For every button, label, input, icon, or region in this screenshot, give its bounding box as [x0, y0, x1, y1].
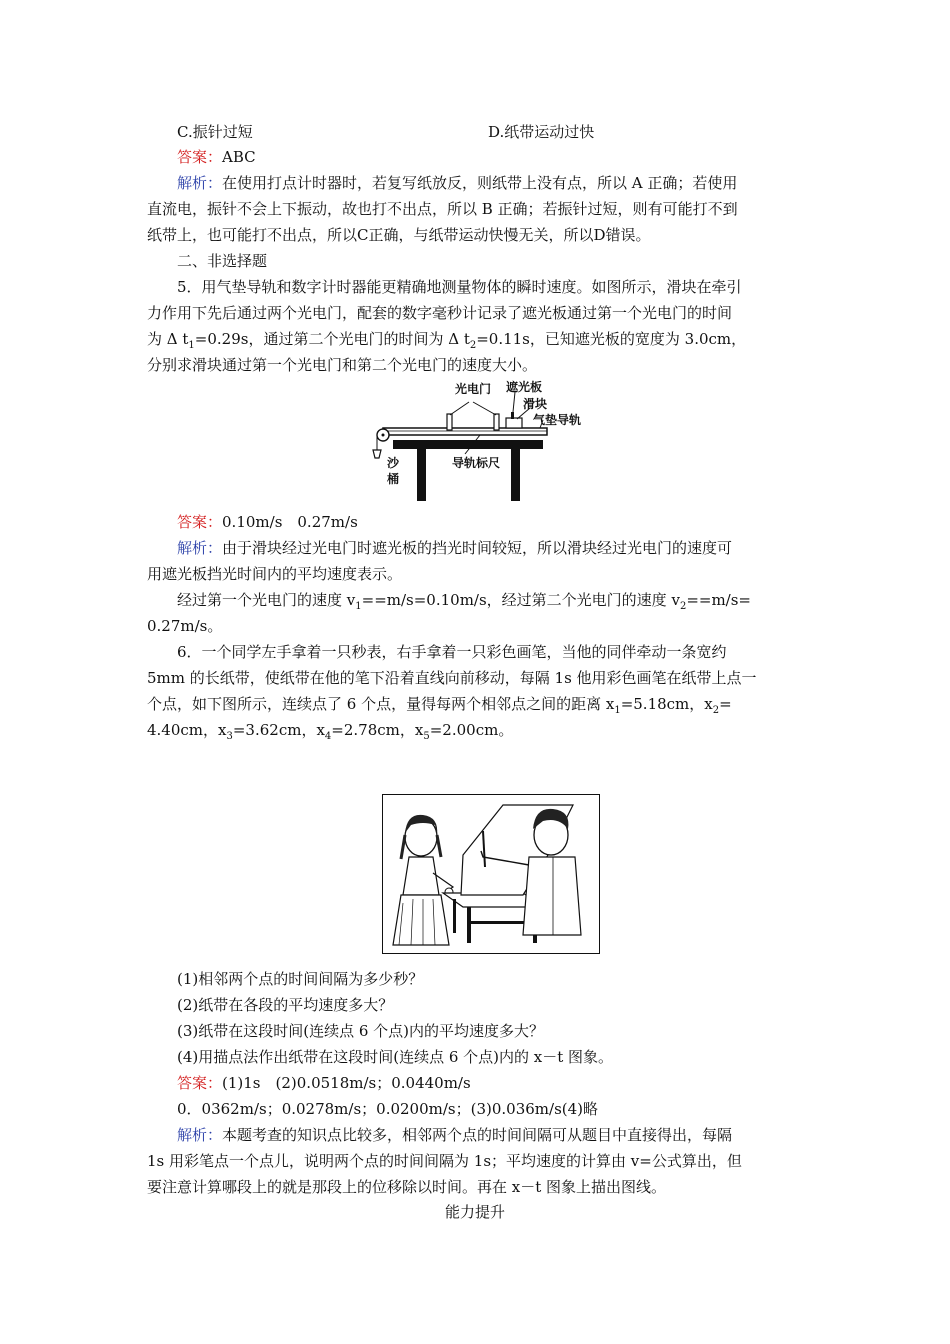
q4-analysis-line-1	[177, 172, 837, 194]
q5-sub-2: 2	[469, 340, 477, 351]
label-shade: 遮光板	[506, 380, 543, 394]
q5-answer: 0.10m/s 0.27m/s	[222, 513, 358, 531]
q5-calc-c: ==m/s=	[686, 591, 751, 609]
q6-text-4d: =2.00cm。	[429, 721, 514, 739]
q5-text-c: =0.11s，已知遮光板的宽度为 3.0cm，	[476, 330, 747, 348]
q5-text-b: =0.29s，通过第二个光电门的时间为 Δ t	[194, 330, 470, 348]
q6-sub-question-4: (4)用描点法作出纸带在这段时间(连续点 6 个点)内的 x－t 图象。	[177, 1048, 614, 1066]
q5-answer-line	[177, 511, 837, 533]
q5-text-a: 为 Δ t	[147, 330, 189, 348]
q5-sub-1: 1	[188, 340, 195, 351]
air-track-figure	[365, 378, 582, 503]
q6-text-3c: =	[719, 695, 732, 713]
q6-sub-4: 4	[324, 731, 332, 742]
q6-sub-2: 2	[712, 705, 720, 716]
q6-sub-question-2: (2)纸带在各段的平均速度多大？	[177, 996, 394, 1014]
q6-text-3b: =5.18cm，x	[620, 695, 713, 713]
students-illustration	[382, 794, 600, 954]
q6-analysis-line-2: 1s 用彩笔点一个点儿，说明两个点的时间间隔为 1s；平均速度的计算由 v=公式算出，但	[147, 1152, 742, 1170]
label-slider: 滑块	[523, 397, 548, 411]
q6-text-4c: =2.78cm，x	[331, 721, 424, 739]
q6-text-3: 个点，如下图所示，连续点了 6 个点，量得每两个相邻点之间的距离 x	[147, 695, 615, 713]
label-air-track: 气垫导轨	[533, 413, 582, 427]
q6-sub-3: 3	[226, 731, 233, 742]
q5-line-2: 力作用下先后通过两个光电门，配套的数字毫秒计记录了遮光板通过第一个光电门的时间	[147, 304, 733, 322]
label-track-scale: 导轨标尺	[452, 456, 501, 470]
q6-line-2: 5mm 的长纸带，使纸带在他的笔下沿着直线向前移动，每隔 1s 他用彩色画笔在纸带上点一	[147, 669, 757, 687]
label-photogate: 光电门	[455, 382, 492, 396]
q5-calc-b: ==m/s=0.10m/s，经过第二个光电门的速度 v	[361, 591, 680, 609]
analysis-label: 解析：	[177, 1126, 223, 1144]
q4-analysis-text-1: 在使用打点计时器时，若复写纸放反，则纸带上没有点，所以 A 正确；若使用	[222, 174, 738, 192]
q6-line-4	[147, 719, 807, 748]
q5-calc-a: 经过第一个光电门的速度 v	[177, 591, 356, 609]
q6-analysis-line-1	[177, 1124, 837, 1146]
q6-line-3	[147, 693, 807, 722]
section-heading-ability: 能力提升	[444, 1203, 505, 1221]
q6-answer-line-1	[177, 1072, 837, 1094]
option-d: D.纸带运动过快	[488, 123, 595, 141]
q5-line-1: 5．用气垫导轨和数字计时器能更精确地测量物体的瞬时速度。如图所示，滑块在牵引	[177, 278, 742, 296]
q5-calc-line-1	[177, 589, 837, 618]
analysis-label: 解析：	[177, 174, 223, 192]
label-sand-2: 桶	[387, 472, 400, 486]
q6-line-1: 6．一个同学左手拿着一只秒表，右手拿着一只彩色画笔，当他的同伴牵动一条宽约	[177, 643, 727, 661]
q5-calc-sub-1: 1	[355, 601, 362, 612]
q5-calc-sub-2: 2	[679, 601, 687, 612]
q6-analysis-text-1: 本题考查的知识点比较多，相邻两个点的时间间隔可从题目中直接得出，每隔	[222, 1126, 733, 1144]
q4-answer-line	[177, 146, 837, 168]
q6-sub-1: 1	[614, 705, 621, 716]
q5-line-3	[147, 328, 807, 357]
q5-line-4: 分别求滑块通过第一个光电门和第二个光电门的速度大小。	[147, 356, 538, 374]
answer-label: 答案：	[177, 148, 223, 166]
q4-answer: ABC	[222, 148, 256, 166]
q6-sub-question-1: (1)相邻两个点的时间间隔为多少秒？	[177, 970, 424, 988]
q6-text-4b: =3.62cm，x	[232, 721, 325, 739]
q4-analysis-line-2: 直流电，振针不会上下振动，故也打不出点，所以 B 正确；若振针过短，则有可能打不到	[147, 200, 738, 218]
q6-answer-1: (1)1s (2)0.0518m/s；0.0440m/s	[222, 1074, 471, 1092]
answer-label: 答案：	[177, 1074, 223, 1092]
q6-sub-5: 5	[423, 731, 430, 742]
section-title: 二、非选择题	[177, 252, 268, 270]
answer-label: 答案：	[177, 513, 223, 531]
q5-analysis-line-1	[177, 537, 837, 559]
analysis-label: 解析：	[177, 539, 223, 557]
q6-answer-line-2: 0．0362m/s；0.0278m/s；0.0200m/s；(3)0.036m/s(4)略	[177, 1100, 599, 1118]
q4-analysis-line-3: 纸带上，也可能打不出点，所以C正确，与纸带运动快慢无关，所以D错误。	[147, 226, 651, 244]
q5-analysis-text-1: 由于滑块经过光电门时遮光板的挡光时间较短，所以滑块经过光电门的速度可	[222, 539, 733, 557]
q5-calc-line-2: 0.27m/s。	[147, 617, 223, 635]
option-c: C.振针过短	[177, 123, 253, 141]
q6-text-4a: 4.40cm，x	[147, 721, 227, 739]
label-sand-1: 沙	[387, 456, 400, 470]
q6-analysis-line-3: 要注意计算哪段上的就是那段上的位移除以时间。再在 x－t 图象上描出图线。	[147, 1178, 667, 1196]
q6-sub-question-3: (3)纸带在这段时间(连续点 6 个点)内的平均速度多大？	[177, 1022, 545, 1040]
q5-analysis-line-2: 用遮光板挡光时间内的平均速度表示。	[147, 565, 403, 583]
